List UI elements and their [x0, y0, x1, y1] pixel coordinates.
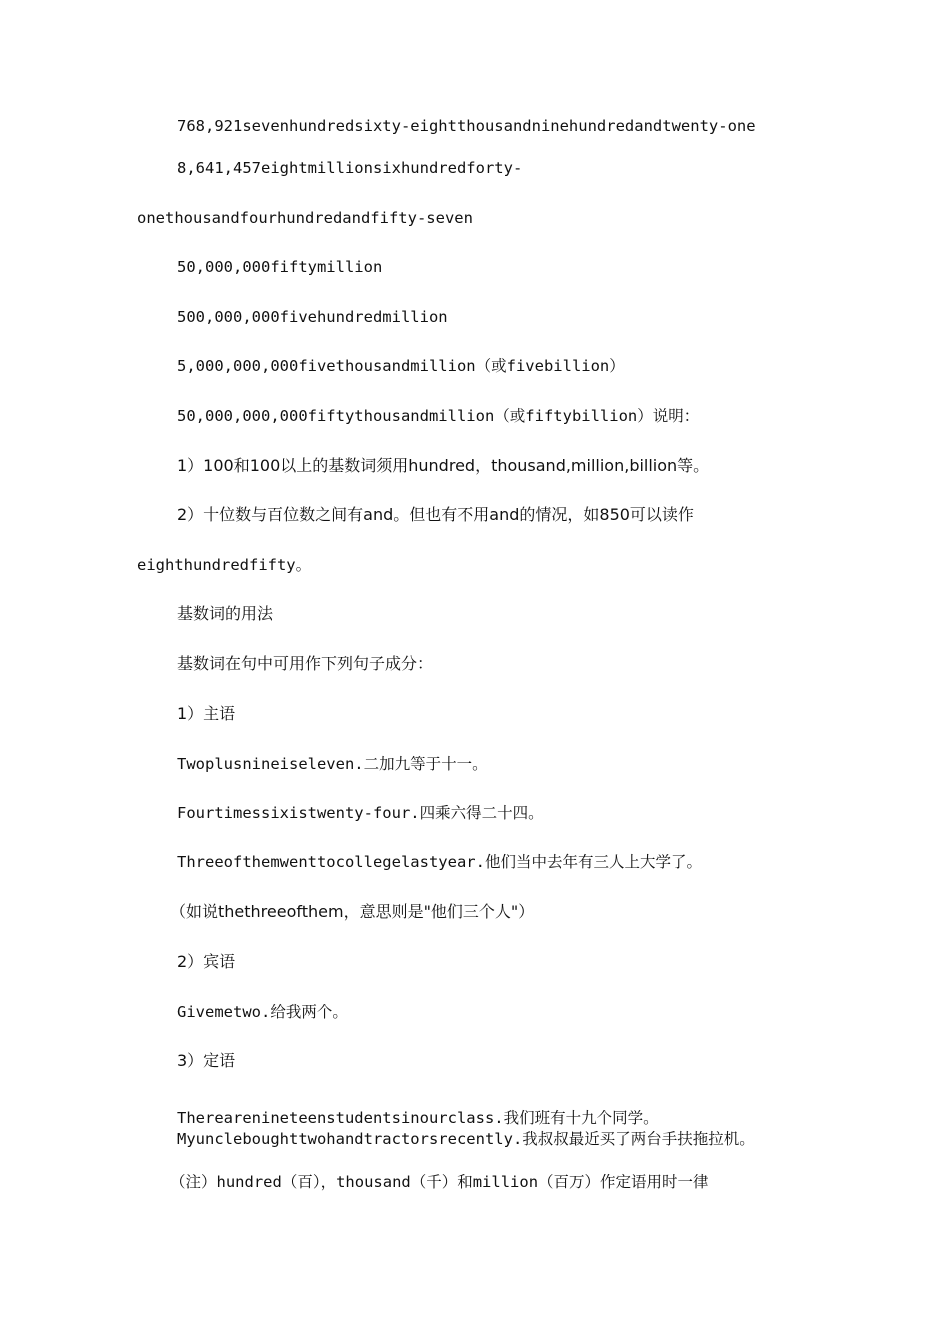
- paragraph-line: 50,000,000fiftymillion: [177, 258, 383, 276]
- list-item-label: 1）主语: [177, 704, 236, 723]
- paragraph-line: 5,000,000,000fivethousandmillion（或fivebillion）: [177, 357, 625, 375]
- example-sentence: Therearenineteenstudentsinourclass.我们班有十九个同学。: [177, 1109, 659, 1127]
- note-line: （如说thethreeofthem，意思则是"他们三个人"）: [170, 902, 535, 921]
- paragraph-line: 1）100和100以上的基数词须用hundred，thousand,million,billion等。: [177, 456, 710, 475]
- paragraph-line: 500,000,000fivehundredmillion: [177, 308, 448, 326]
- paragraph-line: 50,000,000,000fiftythousandmillion（或fiftybillion）说明：: [177, 407, 700, 425]
- paragraph-line: 基数词在句中可用作下列句子成分：: [177, 654, 434, 673]
- note-line: （注）hundred（百），thousand（千）和million（百万）作定语用时一律: [170, 1173, 709, 1191]
- paragraph-line: eighthundredfifty。: [137, 556, 312, 574]
- paragraph-line: 768,921sevenhundredsixty-eightthousandninehundredandtwenty-one: [177, 117, 756, 135]
- example-sentence: Threeofthemwenttocollegelastyear.他们当中去年有三人上大学了。: [177, 853, 702, 871]
- example-sentence: Twoplusnineiseleven.二加九等于十一。: [177, 755, 488, 773]
- paragraph-line: 8,641,457eightmillionsixhundredforty-: [177, 159, 523, 177]
- example-sentence: Fourtimessixistwenty-four.四乘六得二十四。: [177, 804, 544, 822]
- section-heading: 基数词的用法: [177, 604, 274, 623]
- example-sentence: Givemetwo.给我两个。: [177, 1003, 348, 1021]
- paragraph-line: 2）十位数与百位数之间有and。但也有不用and的情况，如850可以读作: [177, 505, 694, 524]
- list-item-label: 3）定语: [177, 1051, 236, 1070]
- paragraph-line: onethousandfourhundredandfifty-seven: [137, 209, 473, 227]
- list-item-label: 2）宾语: [177, 952, 236, 971]
- example-sentence: Myuncleboughttwohandtractorsrecently.我叔叔最近买了两台手扶拖拉机。: [177, 1130, 755, 1148]
